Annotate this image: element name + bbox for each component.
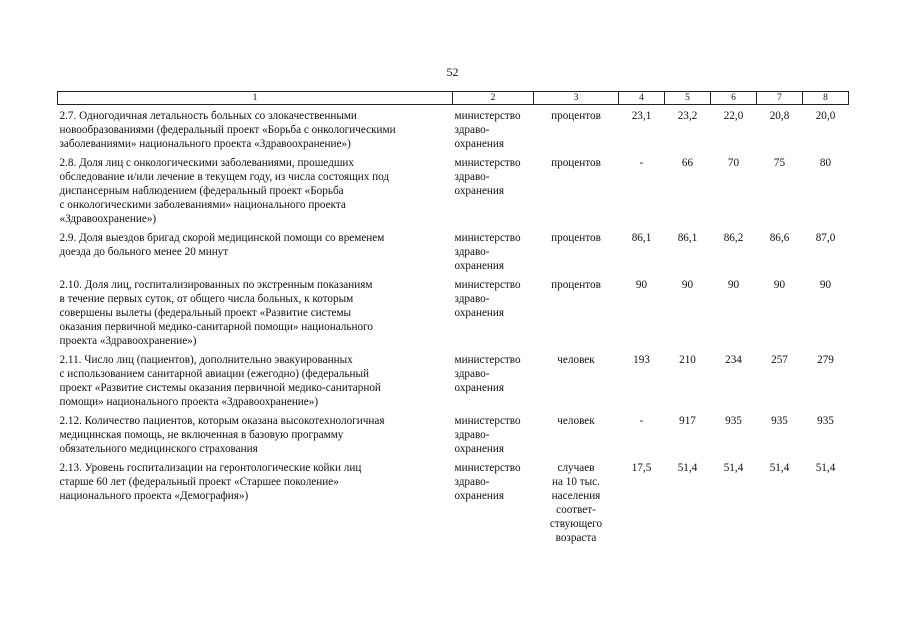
header-cell: 6 xyxy=(711,92,757,105)
responsible-organization: министерство здраво- охранения xyxy=(454,279,521,319)
value-cell: 86,1 xyxy=(677,232,698,244)
value-cell: 17,5 xyxy=(631,462,652,474)
table-row xyxy=(58,461,849,550)
value-cell: 20,8 xyxy=(769,110,790,122)
value-cell: 917 xyxy=(679,415,696,427)
page-number: 52 xyxy=(446,65,459,79)
header-cell: 2 xyxy=(453,92,534,105)
value-cell: 90 xyxy=(819,279,832,291)
value-cell: 80 xyxy=(819,157,832,169)
unit-of-measure: человек xyxy=(557,415,595,427)
value-cell: 70 xyxy=(727,157,740,169)
value-cell: 66 xyxy=(681,157,694,169)
value-cell: 51,4 xyxy=(723,462,744,474)
value-cell: 86,2 xyxy=(723,232,744,244)
value-cell: 86,1 xyxy=(631,232,652,244)
header-cell: 3 xyxy=(534,92,619,105)
value-cell: - xyxy=(639,157,644,169)
responsible-organization: министерство здраво- охранения xyxy=(454,354,521,394)
responsible-organization: министерство здраво- охранения xyxy=(454,110,521,150)
indicator-description: 2.11. Число лиц (пациентов), дополнительно эвакуированных с использованием санитарной авиации (ежегодно) (федеральный проект «Развитие системы оказания первичной медико-санитарной помощи» национального проекта «Здравоохранение») xyxy=(59,354,381,408)
responsible-organization: министерство здраво- охранения xyxy=(454,462,521,502)
table-row xyxy=(58,156,849,231)
value-cell: 20,0 xyxy=(815,110,836,122)
indicators-table xyxy=(57,91,849,550)
value-cell: 23,2 xyxy=(677,110,698,122)
value-cell: 23,1 xyxy=(631,110,652,122)
value-cell: 51,4 xyxy=(815,462,836,474)
value-cell: 935 xyxy=(771,415,788,427)
value-cell: 234 xyxy=(725,354,742,366)
value-cell: 22,0 xyxy=(723,110,744,122)
value-cell: 193 xyxy=(633,354,650,366)
value-cell: - xyxy=(639,415,644,427)
unit-of-measure: человек xyxy=(557,354,595,366)
value-cell: 279 xyxy=(817,354,834,366)
responsible-organization: министерство здраво- охранения xyxy=(454,157,521,197)
value-cell: 935 xyxy=(817,415,834,427)
value-cell: 210 xyxy=(679,354,696,366)
indicator-description: 2.9. Доля выездов бригад скорой медицинской помощи со временем доезда до больного менее 20 минут xyxy=(59,232,385,258)
value-cell: 257 xyxy=(771,354,788,366)
header-cell: 5 xyxy=(665,92,711,105)
header-cell: 4 xyxy=(619,92,665,105)
value-cell: 51,4 xyxy=(769,462,790,474)
table-row xyxy=(58,414,849,461)
value-cell: 90 xyxy=(727,279,740,291)
value-cell: 75 xyxy=(773,157,786,169)
unit-of-measure: процентов xyxy=(551,110,601,122)
indicator-description: 2.12. Количество пациентов, которым оказана высокотехнологичная медицинская помощь, не включенная в базовую программу обязательного медицинского страхования xyxy=(59,415,385,455)
value-cell: 90 xyxy=(681,279,694,291)
table-row xyxy=(58,278,849,353)
table-row xyxy=(58,231,849,278)
indicator-description: 2.8. Доля лиц с онкологическими заболеваниями, прошедших обследование и/или лечение в текущем году, из числа состоящих под диспансерным наблюдением (федеральный проект «Борьба с онкологическими заболеваниями» национального проекта «Здравоохранение») xyxy=(59,157,390,225)
unit-of-measure: процентов xyxy=(551,157,601,169)
table-row xyxy=(58,105,849,157)
responsible-organization: министерство здраво- охранения xyxy=(454,415,521,455)
value-cell: 90 xyxy=(773,279,786,291)
unit-of-measure: случаев на 10 тыс. населения соответ- ствующего возраста xyxy=(549,462,603,544)
header-cell: 8 xyxy=(803,92,849,105)
unit-of-measure: процентов xyxy=(551,232,601,244)
value-cell: 51,4 xyxy=(677,462,698,474)
indicator-description: 2.7. Одногодичная летальность больных со злокачественными новообразованиями (федеральный проект «Борьба с онкологическими заболеваниями» национального проекта «Здравоохранение») xyxy=(59,110,396,150)
indicator-description: 2.13. Уровень госпитализации на геронтологические койки лиц старше 60 лет (федеральный проект «Старшее поколение» национального проекта «Демография») xyxy=(59,462,362,502)
value-cell: 87,0 xyxy=(815,232,836,244)
indicator-description: 2.10. Доля лиц, госпитализированных по экстренным показаниям в течение первых суток, от общего числа больных, к которым совершены вылеты (федеральный проект «Развитие системы оказания первичной медико-санитарной помощи» национального проекта «Здравоохранение») xyxy=(59,279,373,347)
value-cell: 935 xyxy=(725,415,742,427)
table-row xyxy=(58,353,849,414)
responsible-organization: министерство здраво- охранения xyxy=(454,232,521,272)
value-cell: 86,6 xyxy=(769,232,790,244)
header-cell: 1 xyxy=(58,92,453,105)
column-number-header xyxy=(58,92,849,105)
header-cell: 7 xyxy=(757,92,803,105)
unit-of-measure: процентов xyxy=(551,279,601,291)
value-cell: 90 xyxy=(635,279,648,291)
